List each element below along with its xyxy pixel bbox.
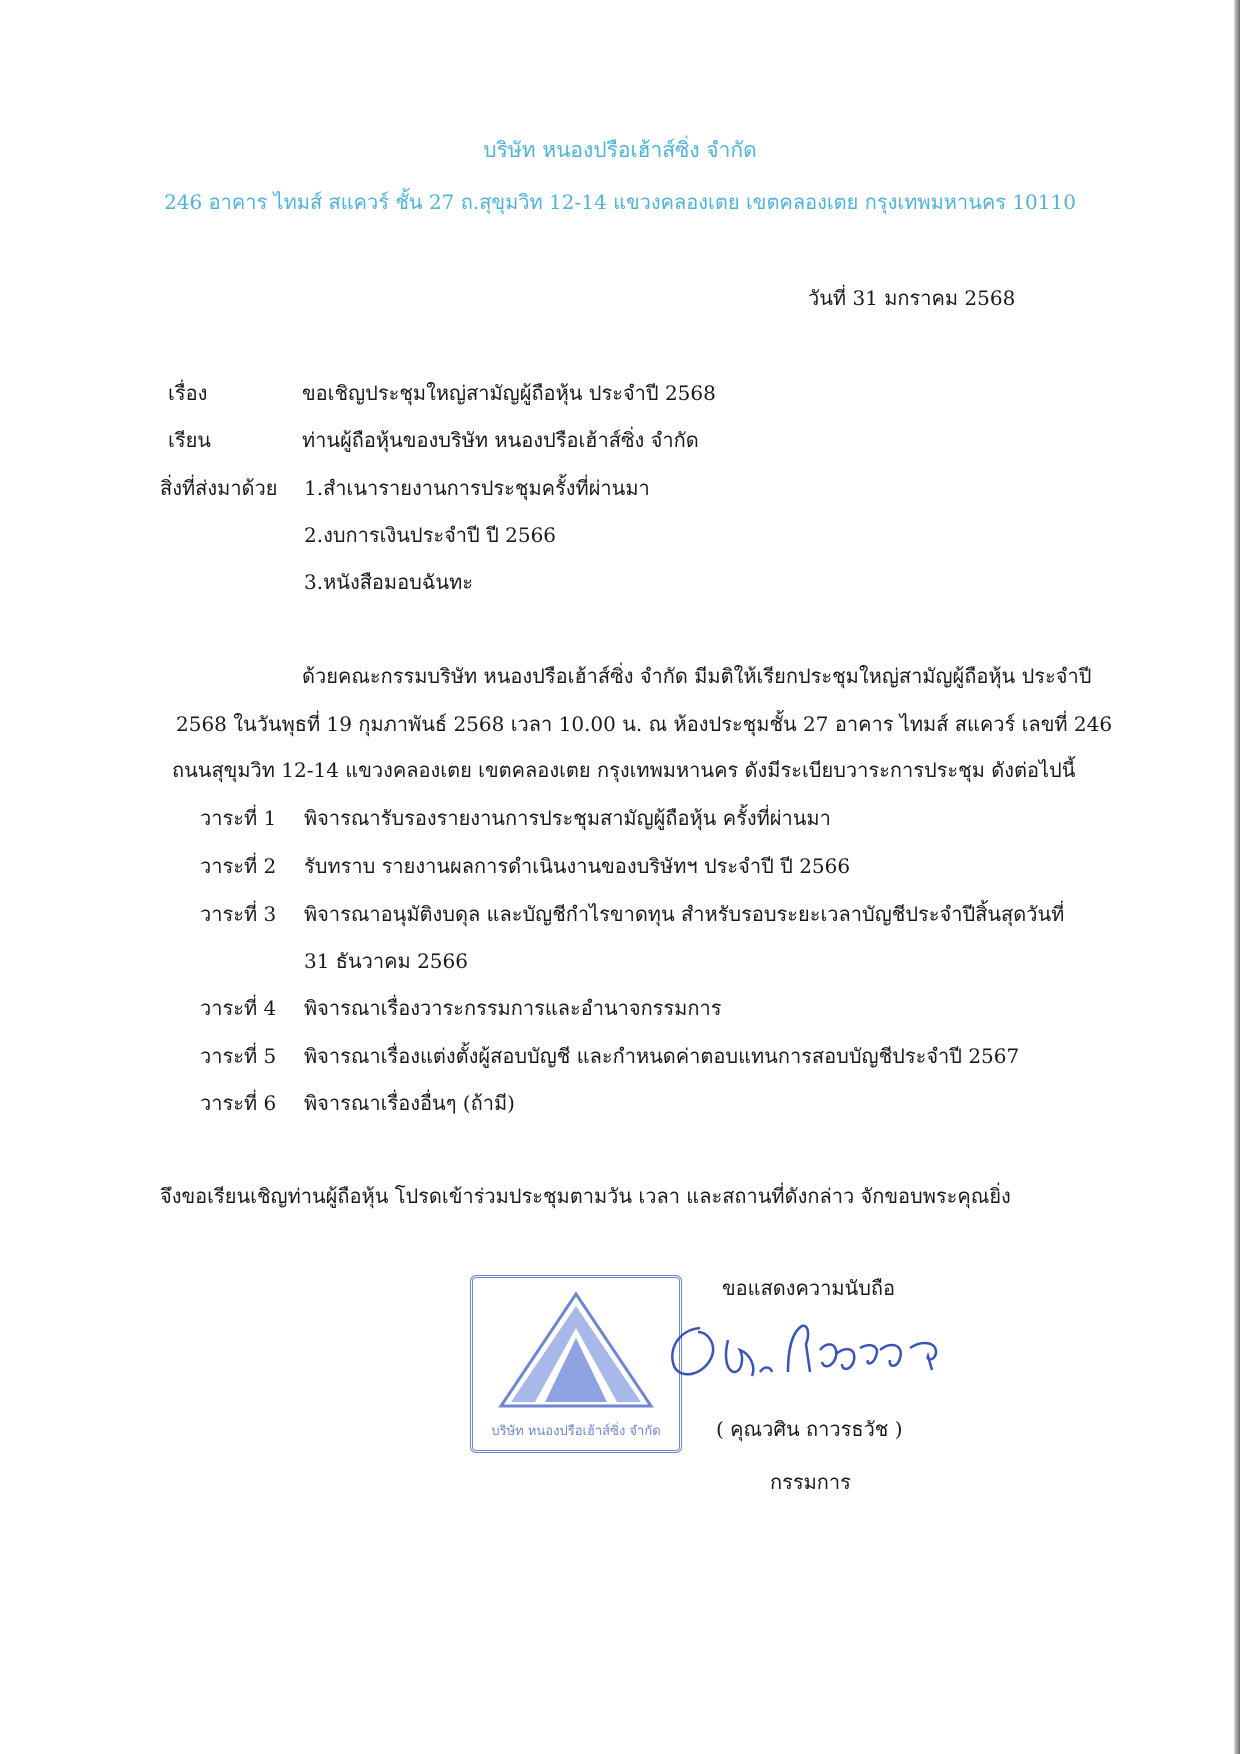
signer-name: ( คุณวศิน ถาวรธวัช ) [716,1417,903,1441]
stamp-text: บริษัท หนองปรือเฮ้าส์ซิ่ง จำกัด [491,1424,661,1439]
page-edge [1234,0,1240,1754]
agenda-label: วาระที่ 5 [200,1044,277,1068]
agenda-label: วาระที่ 6 [200,1091,277,1115]
agenda-text-continued: 31 ธันวาคม 2566 [304,949,468,973]
invitation-line: จึงขอเรียนเชิญท่านผู้ถือหุ้น โปรดเข้าร่วมประชุมตามวัน เวลา และสถานที่ดังกล่าว จักขอบพระคุณยิ่ง [160,1184,1011,1208]
signer-title: กรรมการ [770,1470,851,1494]
agenda-label: วาระที่ 1 [200,806,277,830]
agenda-text: พิจารณาเรื่องวาระกรรมการและอำนาจกรรมการ [304,996,722,1020]
letter-date: วันที่ 31 มกราคม 2568 [808,286,1016,310]
agenda-text: รับทราบ รายงานผลการดำเนินงานของบริษัทฯ ประจำปี ปี 2566 [304,854,851,878]
agenda-label: วาระที่ 3 [200,902,277,926]
agenda-text: พิจารณารับรองรายงานการประชุมสามัญผู้ถือหุ้น ครั้งที่ผ่านมา [304,806,831,830]
subject-label: เรื่อง [168,381,208,405]
recipient-value: ท่านผู้ถือหุ้นของบริษัท หนองปรือเฮ้าส์ซิ่ง จำกัด [302,428,699,452]
enclosure-item: 3.หนังสือมอบฉันทะ [304,570,474,594]
company-address: 246 อาคาร ไทมส์ สแควร์ ชั้น 27 ถ.สุขุมวิท 12-14 แขวงคลองเตย เขตคลองเตย กรุงเทพมหานคร 10110 [164,190,1076,214]
signature-icon [660,1310,970,1400]
enclosures-label: สิ่งที่ส่งมาด้วย [160,476,278,500]
agenda-label: วาระที่ 2 [200,854,277,878]
company-stamp [470,1275,682,1453]
enclosure-item: 2.งบการเงินประจำปี ปี 2566 [304,523,557,547]
enclosure-item: 1.สำเนารายงานการประชุมครั้งที่ผ่านมา [304,476,650,500]
agenda-text: พิจารณาเรื่องอื่นๆ (ถ้ามี) [304,1091,515,1115]
house-logo-icon [495,1288,657,1418]
closing-phrase: ขอแสดงความนับถือ [722,1276,896,1300]
agenda-label: วาระที่ 4 [200,996,277,1020]
body-line: 2568 ในวันพุธที่ 19 กุมภาพันธ์ 2568 เวลา 10.00 น. ณ ห้องประชุมชั้น 27 อาคาร ไทมส์ สแควร์ เลขที่ 246 [176,712,1113,736]
subject-value: ขอเชิญประชุมใหญ่สามัญผู้ถือหุ้น ประจำปี 2568 [302,381,716,405]
agenda-text: พิจารณาอนุมัติงบดุล และบัญชีกำไรขาดทุน สำหรับรอบระยะเวลาบัญชีประจำปีสิ้นสุดวันที่ [304,902,1065,926]
agenda-text: พิจารณาเรื่องแต่งตั้งผู้สอบบัญชี และกำหนดค่าตอบแทนการสอบบัญชีประจำปี 2567 [304,1044,1020,1068]
company-name: บริษัท หนองปรือเฮ้าส์ซิ่ง จำกัด [483,138,757,162]
body-line: ด้วยคณะกรรมบริษัท หนองปรือเฮ้าส์ซิ่ง จำกัด มีมติให้เรียกประชุมใหญ่สามัญผู้ถือหุ้น ประจำปี [302,664,1092,688]
recipient-label: เรียน [168,428,211,452]
body-line: ถนนสุขุมวิท 12-14 แขวงคลองเตย เขตคลองเตย กรุงเทพมหานคร ดังมีระเบียบวาระการประชุม ดังต่อไปนี้ [172,758,1076,782]
